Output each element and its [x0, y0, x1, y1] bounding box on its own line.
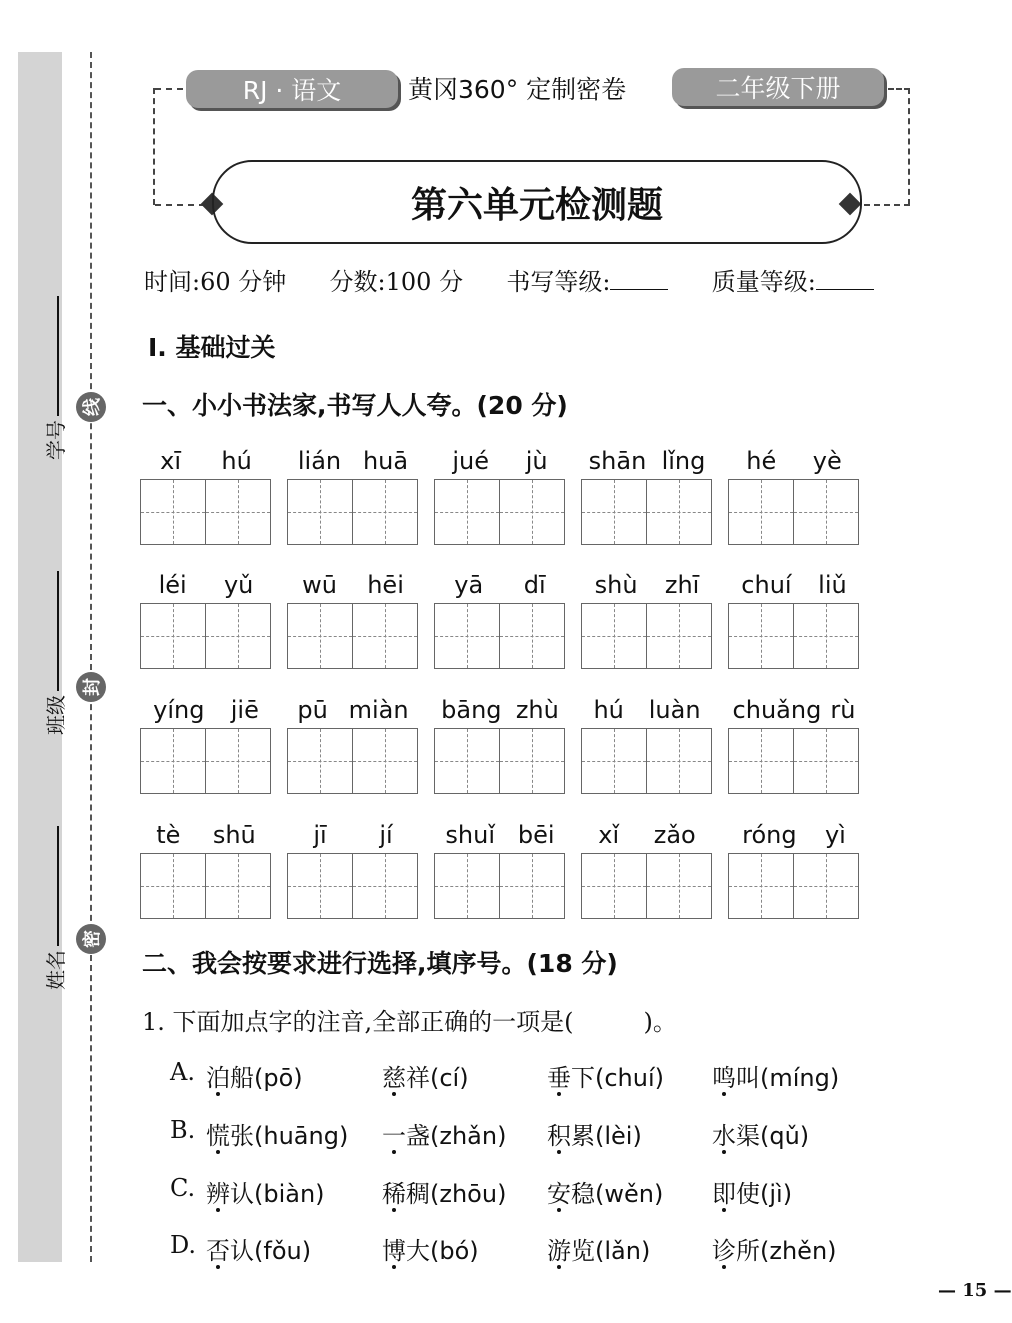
section-basic-title: Ⅰ. 基础过关	[148, 333, 276, 362]
pinyin-label	[434, 820, 566, 850]
pinyin-syllable: lián	[297, 447, 342, 475]
emphasis-dot	[557, 1150, 561, 1154]
header-dash-left-bottom	[155, 204, 205, 206]
character-grid	[581, 728, 713, 794]
header-dash-right	[888, 88, 910, 90]
tianzige-cell[interactable]	[647, 603, 712, 669]
tianzige-cell[interactable]	[140, 479, 206, 545]
pinyin-syllable: hú	[593, 696, 624, 724]
word-grid	[287, 570, 419, 669]
option-pinyin: (pō)	[254, 1064, 303, 1092]
tianzige-cell[interactable]	[434, 479, 500, 545]
seal-secret-badge: 密	[76, 924, 106, 954]
pinyin-label	[581, 820, 713, 850]
option-item	[547, 1116, 642, 1151]
emphasis-dot	[722, 1208, 726, 1212]
option-pinyin: (zhōu)	[430, 1180, 507, 1208]
option-pinyin: (lèi)	[595, 1122, 642, 1150]
pinyin-syllable: pū	[297, 696, 328, 724]
pinyin-syllable: róng	[742, 821, 797, 849]
option-pinyin: (qǔ)	[760, 1122, 810, 1150]
pinyin-syllable: zhù	[515, 696, 559, 724]
option-pinyin: (míng)	[760, 1064, 840, 1092]
option-word: 安稳	[547, 1180, 595, 1208]
option-word: 鸣叫	[712, 1064, 760, 1092]
pinyin-syllable: jù	[525, 447, 548, 475]
class-blank[interactable]	[57, 571, 59, 691]
word-grid	[140, 695, 272, 794]
character-grid	[581, 603, 713, 669]
option-pinyin: (fǒu)	[254, 1237, 312, 1265]
character-grid	[728, 853, 860, 919]
question-2-1-stem	[142, 1002, 677, 1037]
pinyin-syllable: yā	[454, 571, 484, 599]
pinyin-label	[581, 695, 713, 725]
option-item	[712, 1116, 809, 1151]
tianzige-cell[interactable]	[728, 853, 794, 919]
pinyin-label	[140, 570, 272, 600]
series-title: 黄冈360° 定制密卷	[408, 75, 627, 104]
pinyin-syllable: jí	[379, 821, 393, 849]
tianzige-cell[interactable]	[434, 728, 500, 794]
emphasis-dot	[216, 1208, 220, 1212]
character-grid	[728, 728, 860, 794]
emphasis-dot	[557, 1092, 561, 1096]
tianzige-cell[interactable]	[794, 853, 859, 919]
pinyin-syllable: yǔ	[223, 571, 254, 599]
exam-meta	[144, 262, 874, 297]
pinyin-label	[287, 570, 419, 600]
pinyin-label	[287, 446, 419, 476]
tianzige-cell[interactable]	[647, 728, 712, 794]
option-word: 稀稠	[382, 1180, 430, 1208]
pinyin-syllable: wū	[302, 571, 337, 599]
pinyin-syllable: xǐ	[598, 821, 620, 849]
tianzige-cell[interactable]	[287, 728, 353, 794]
option-item	[206, 1116, 348, 1151]
word-grid	[728, 570, 860, 669]
pinyin-label	[287, 695, 419, 725]
tianzige-cell[interactable]	[647, 479, 712, 545]
tianzige-cell[interactable]	[434, 603, 500, 669]
student-id-label: 学号	[44, 420, 68, 460]
option-item	[712, 1231, 837, 1266]
tianzige-cell[interactable]	[287, 603, 353, 669]
tianzige-cell[interactable]	[794, 728, 859, 794]
pinyin-syllable: miàn	[348, 696, 409, 724]
pinyin-syllable: luàn	[648, 696, 701, 724]
tianzige-cell[interactable]	[206, 728, 271, 794]
pinyin-syllable: chuí	[741, 571, 792, 599]
option-item	[547, 1058, 664, 1093]
time-info: 时间:60 分钟	[144, 268, 287, 296]
option-word: 否认	[206, 1237, 254, 1265]
tianzige-cell[interactable]	[728, 728, 794, 794]
character-grid	[140, 479, 272, 545]
word-grid	[434, 570, 566, 669]
option-item	[382, 1174, 506, 1209]
option-word: 一盏	[382, 1122, 430, 1150]
tianzige-cell[interactable]	[581, 728, 647, 794]
pinyin-syllable: huā	[362, 447, 409, 475]
name-blank[interactable]	[57, 826, 59, 946]
pinyin-label	[287, 820, 419, 850]
pinyin-syllable: léi	[158, 571, 187, 599]
subject-pill: RJ · 语文	[186, 70, 398, 108]
word-grid	[581, 695, 713, 794]
quality-grade-label: 质量等级:	[711, 268, 816, 296]
character-grid	[434, 479, 566, 545]
option-pinyin: (jì)	[760, 1180, 793, 1208]
pinyin-syllable: bēi	[517, 821, 555, 849]
pinyin-syllable: yì	[824, 821, 846, 849]
question-1-title: 一、小小书法家,书写人人夸。(20 分)	[142, 391, 568, 420]
option-pinyin: (wěn)	[595, 1180, 664, 1208]
pinyin-syllable: zǎo	[653, 821, 696, 849]
class-label: 班级	[44, 695, 68, 735]
option-word: 诊所	[712, 1237, 760, 1265]
emphasis-dot	[557, 1265, 561, 1269]
header-dash-left-v	[153, 88, 155, 205]
option-item	[547, 1231, 650, 1266]
exam-title: 第六单元检测题	[212, 160, 862, 244]
emphasis-dot	[216, 1265, 220, 1269]
pinyin-syllable: jué	[452, 447, 490, 475]
option-word: 慌张	[206, 1122, 254, 1150]
option-word: 积累	[547, 1122, 595, 1150]
option-word: 游览	[547, 1237, 595, 1265]
tianzige-cell[interactable]	[353, 728, 418, 794]
pinyin-syllable: yíng	[153, 696, 205, 724]
word-grid	[287, 695, 419, 794]
character-grid	[581, 853, 713, 919]
pinyin-label	[728, 695, 860, 725]
option-item	[382, 1231, 479, 1266]
pinyin-syllable: rù	[830, 696, 856, 724]
tianzige-cell[interactable]	[206, 853, 271, 919]
word-grid	[434, 695, 566, 794]
option-word: 辨认	[206, 1180, 254, 1208]
tianzige-cell[interactable]	[647, 853, 712, 919]
pinyin-label	[728, 446, 860, 476]
character-grid	[140, 728, 272, 794]
character-grid	[581, 479, 713, 545]
name-field	[40, 826, 69, 990]
header-dash-left	[155, 88, 183, 90]
word-grid	[434, 446, 566, 545]
tianzige-cell[interactable]	[353, 479, 418, 545]
emphasis-dot	[392, 1265, 396, 1269]
pinyin-label	[581, 446, 713, 476]
pinyin-label	[434, 570, 566, 600]
tianzige-cell[interactable]	[500, 728, 565, 794]
option-pinyin: (zhǎn)	[430, 1122, 507, 1150]
word-grid	[140, 446, 272, 545]
word-grid	[287, 446, 419, 545]
option-word: 博大	[382, 1237, 430, 1265]
pinyin-syllable: tè	[156, 821, 181, 849]
tianzige-cell[interactable]	[353, 853, 418, 919]
word-grid	[728, 446, 860, 545]
tianzige-cell[interactable]	[353, 603, 418, 669]
score-info: 分数:100 分	[329, 268, 464, 296]
option-label[interactable]: D.	[170, 1231, 197, 1259]
word-grid	[581, 820, 713, 919]
emphasis-dot	[722, 1150, 726, 1154]
character-grid	[287, 853, 419, 919]
name-label: 姓名	[44, 950, 68, 990]
tianzige-cell[interactable]	[581, 479, 647, 545]
pinyin-syllable: yè	[812, 447, 842, 475]
tianzige-cell[interactable]	[581, 853, 647, 919]
stem-end: )。	[643, 1008, 677, 1036]
question-2-title: 二、我会按要求进行选择,填序号。(18 分)	[142, 949, 618, 978]
tianzige-cell[interactable]	[581, 603, 647, 669]
emphasis-dot	[392, 1150, 396, 1154]
pinyin-syllable: shù	[594, 571, 638, 599]
option-pinyin: (bó)	[430, 1237, 479, 1265]
option-item	[547, 1174, 663, 1209]
pinyin-syllable: hé	[746, 447, 777, 475]
tianzige-cell[interactable]	[434, 853, 500, 919]
character-grid	[434, 603, 566, 669]
option-word: 垂下	[547, 1064, 595, 1092]
emphasis-dot	[557, 1208, 561, 1212]
writing-grade-blank[interactable]	[610, 289, 668, 290]
class-field	[40, 571, 69, 735]
character-grid	[140, 603, 272, 669]
option-word: 泊船	[206, 1064, 254, 1092]
pinyin-label	[434, 446, 566, 476]
option-pinyin: (zhěn)	[760, 1237, 837, 1265]
seal-seal-badge: 封	[76, 672, 106, 702]
option-item	[206, 1174, 325, 1209]
pinyin-syllable: chuǎng	[732, 696, 822, 724]
student-id-field	[40, 296, 69, 460]
pinyin-label	[728, 570, 860, 600]
option-label[interactable]: B.	[170, 1116, 196, 1144]
pinyin-syllable: jī	[313, 821, 327, 849]
quality-grade-blank[interactable]	[816, 289, 874, 290]
option-word: 水渠	[712, 1122, 760, 1150]
pinyin-syllable: shū	[212, 821, 256, 849]
emphasis-dot	[216, 1092, 220, 1096]
pinyin-syllable: shān	[588, 447, 647, 475]
option-word: 即使	[712, 1180, 760, 1208]
cut-line	[90, 52, 92, 1262]
pinyin-label	[581, 570, 713, 600]
tianzige-cell[interactable]	[794, 479, 859, 545]
tianzige-cell[interactable]	[140, 728, 206, 794]
pinyin-syllable: xī	[160, 447, 182, 475]
word-grid	[140, 570, 272, 669]
pinyin-syllable: shuǐ	[445, 821, 496, 849]
emphasis-dot	[722, 1265, 726, 1269]
pinyin-syllable: hú	[221, 447, 252, 475]
tianzige-cell[interactable]	[140, 853, 206, 919]
stem-text: 1. 下面加点字的注音,全部正确的一项是(	[142, 1008, 574, 1036]
option-pinyin: (biàn)	[254, 1180, 325, 1208]
character-grid	[287, 603, 419, 669]
character-grid	[728, 603, 860, 669]
character-grid	[140, 853, 272, 919]
tianzige-cell[interactable]	[206, 603, 271, 669]
option-pinyin: (cí)	[430, 1064, 469, 1092]
header-dash-right-bottom	[864, 204, 910, 206]
option-item	[712, 1058, 839, 1093]
word-grid	[728, 695, 860, 794]
pinyin-label	[728, 820, 860, 850]
pinyin-syllable: bāng	[441, 696, 502, 724]
word-grid	[287, 820, 419, 919]
word-grid	[728, 820, 860, 919]
word-grid	[140, 820, 272, 919]
tianzige-cell[interactable]	[728, 479, 794, 545]
tianzige-cell[interactable]	[500, 853, 565, 919]
emphasis-dot	[722, 1092, 726, 1096]
option-pinyin: (huāng)	[254, 1122, 349, 1150]
tianzige-cell[interactable]	[728, 603, 794, 669]
seal-line-badge: 线	[76, 392, 106, 422]
tianzige-cell[interactable]	[206, 479, 271, 545]
pinyin-label	[140, 446, 272, 476]
page-number: — 15 —	[938, 1280, 1012, 1301]
pinyin-syllable: lǐng	[661, 447, 706, 475]
option-label[interactable]: C.	[170, 1174, 196, 1202]
pinyin-syllable: liǔ	[818, 571, 847, 599]
option-item	[382, 1058, 469, 1093]
tianzige-cell[interactable]	[140, 603, 206, 669]
option-pinyin: (lǎn)	[595, 1237, 651, 1265]
word-grid	[434, 820, 566, 919]
character-grid	[434, 728, 566, 794]
option-item	[382, 1116, 506, 1151]
grade-pill: 二年级下册	[672, 68, 884, 106]
header-dash-right-v	[908, 88, 910, 205]
writing-grade-label: 书写等级:	[506, 268, 611, 296]
pinyin-syllable: hēi	[367, 571, 404, 599]
tianzige-cell[interactable]	[500, 479, 565, 545]
emphasis-dot	[216, 1150, 220, 1154]
pinyin-syllable: jiē	[230, 696, 259, 724]
pinyin-syllable: dī	[523, 571, 546, 599]
pinyin-syllable: zhī	[664, 571, 700, 599]
student-id-blank[interactable]	[57, 296, 59, 416]
emphasis-dot	[392, 1092, 396, 1096]
character-grid	[728, 479, 860, 545]
option-item	[206, 1058, 303, 1093]
option-pinyin: (chuí)	[595, 1064, 665, 1092]
tianzige-cell[interactable]	[287, 479, 353, 545]
pinyin-label	[434, 695, 566, 725]
character-grid	[287, 728, 419, 794]
option-word: 慈祥	[382, 1064, 430, 1092]
option-item	[712, 1174, 792, 1209]
character-grid	[287, 479, 419, 545]
word-grid	[581, 570, 713, 669]
option-item	[206, 1231, 311, 1266]
word-grid	[581, 446, 713, 545]
tianzige-cell[interactable]	[500, 603, 565, 669]
option-label[interactable]: A.	[170, 1058, 195, 1086]
emphasis-dot	[392, 1208, 396, 1212]
pinyin-label	[140, 820, 272, 850]
tianzige-cell[interactable]	[287, 853, 353, 919]
character-grid	[434, 853, 566, 919]
pinyin-label	[140, 695, 272, 725]
tianzige-cell[interactable]	[794, 603, 859, 669]
